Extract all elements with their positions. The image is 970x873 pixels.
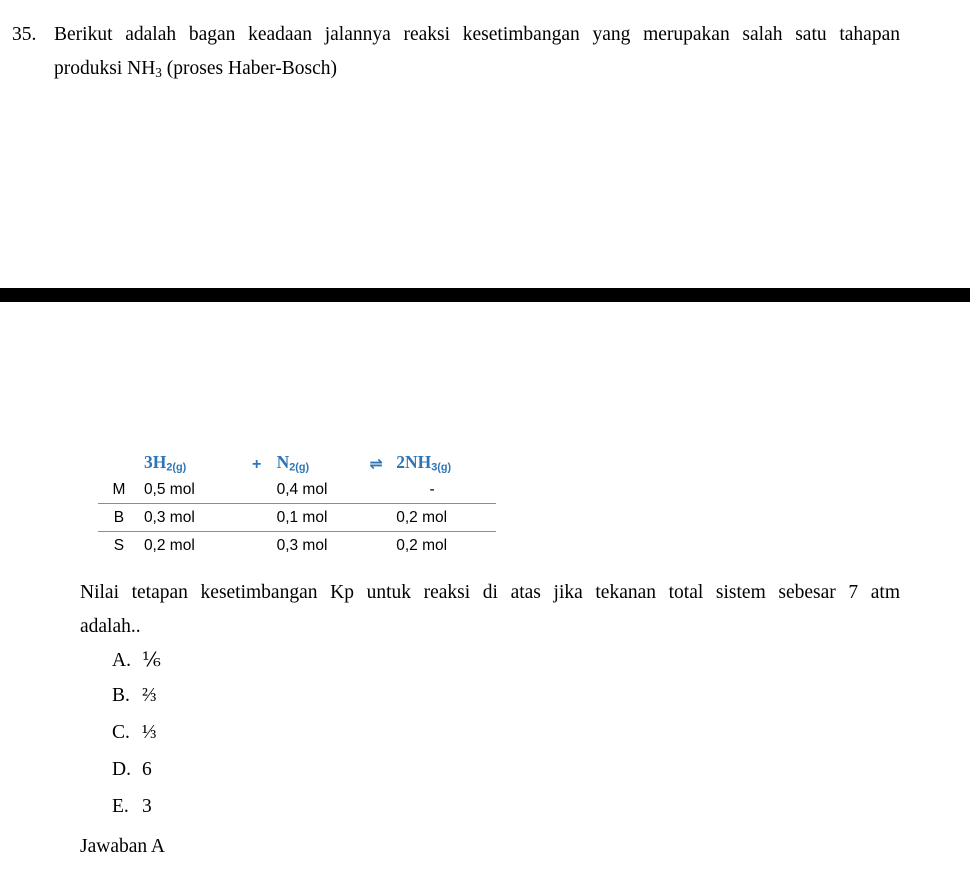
operator-equilibrium-arrow: [356, 446, 396, 476]
option-a[interactable]: [112, 648, 412, 685]
cell-spacer: [356, 532, 396, 560]
cell-sisa-nh3: 0,2 mol: [396, 536, 448, 554]
header-corner-cell: [98, 446, 140, 476]
option-b-letter: B.: [112, 685, 130, 706]
cell-sisa-h2: 0,2 mol: [143, 536, 195, 554]
question-line2-prefix: produksi NH: [54, 58, 156, 79]
answer-options-list: [112, 648, 412, 833]
h2-coefficient: 3: [143, 452, 153, 473]
option-e-value: 3: [142, 796, 152, 817]
header-reactant-nitrogen: [277, 446, 356, 476]
cell-spacer: [356, 504, 396, 532]
cell-mula-n2: 0,4 mol: [277, 476, 356, 504]
row-label-bereaksi: B: [98, 504, 140, 532]
cell-bereaksi-nh3: 0,2 mol: [396, 504, 496, 532]
option-d-value: 6: [142, 759, 152, 780]
option-a-letter: A.: [112, 650, 131, 671]
option-d-letter: D.: [112, 759, 131, 780]
cell-spacer: [237, 476, 277, 504]
equilibrium-arrow-icon: ⇌: [369, 456, 383, 473]
question-text-line-2: [54, 52, 900, 90]
option-b-value: ⅔: [142, 685, 157, 706]
prompt-line-1: Nilai tetapan kesetimbangan Kp untuk reaksi di atas jika tekanan total sistem sebesar 7 atm: [80, 582, 900, 603]
answer-key-text: Jawaban A: [80, 836, 166, 857]
question-line2-suffix: (proses Haber-Bosch): [161, 58, 337, 79]
question-text-line-1: Berikut adalah bagan keadaan jalannya reaksi kesetimbangan yang merupakan salah satu tahapan: [54, 24, 900, 45]
row-label-sisa: S: [113, 536, 125, 554]
cell-bereaksi-n2: 0,1 mol: [277, 504, 356, 532]
table-header-row: [98, 446, 496, 476]
h2-subscript: 2(g): [166, 462, 187, 474]
cell-spacer: [237, 532, 277, 560]
prompt-line-2: adalah..: [80, 616, 141, 637]
option-e[interactable]: [112, 796, 412, 833]
question-number: 35.: [12, 24, 37, 45]
cell-spacer: [356, 476, 396, 504]
n2-subscript: 2(g): [289, 462, 310, 474]
cell-spacer: [237, 504, 277, 532]
table-row: [98, 504, 496, 532]
plus-symbol: +: [252, 456, 262, 473]
option-d[interactable]: [112, 759, 412, 796]
option-e-letter: E.: [112, 796, 129, 817]
cell-sisa-n2: 0,3 mol: [276, 536, 328, 554]
question-stem: [12, 18, 900, 90]
nh3-formula: NH: [404, 452, 432, 473]
header-reactant-hydrogen: [140, 446, 237, 476]
question-first-line: [12, 18, 900, 52]
cell-mula-h2: 0,5 mol: [140, 476, 237, 504]
prompt-paragraph: [80, 576, 900, 644]
operator-plus: [237, 446, 277, 476]
table-row: [98, 476, 496, 504]
option-c-letter: C.: [112, 722, 130, 743]
option-a-value: ⅙: [142, 650, 161, 671]
cell-bereaksi-h2: 0,3 mol: [140, 504, 237, 532]
n2-formula: N: [276, 452, 290, 473]
nh3-coefficient: 2: [396, 452, 405, 473]
option-b[interactable]: [112, 685, 412, 722]
row-label-mula: M: [98, 476, 140, 504]
option-c-value: ⅓: [142, 722, 157, 743]
h2-formula: H: [152, 452, 167, 473]
option-c[interactable]: [112, 722, 412, 759]
black-separator-bar: [0, 288, 970, 302]
cell-mula-nh3: -: [396, 476, 496, 504]
equilibrium-table: [98, 446, 496, 559]
nh3-subscript: 3(g): [431, 462, 452, 474]
question-line2-subscript: 3: [155, 64, 162, 80]
header-product-ammonia: [396, 446, 496, 476]
table-row: [98, 532, 496, 560]
